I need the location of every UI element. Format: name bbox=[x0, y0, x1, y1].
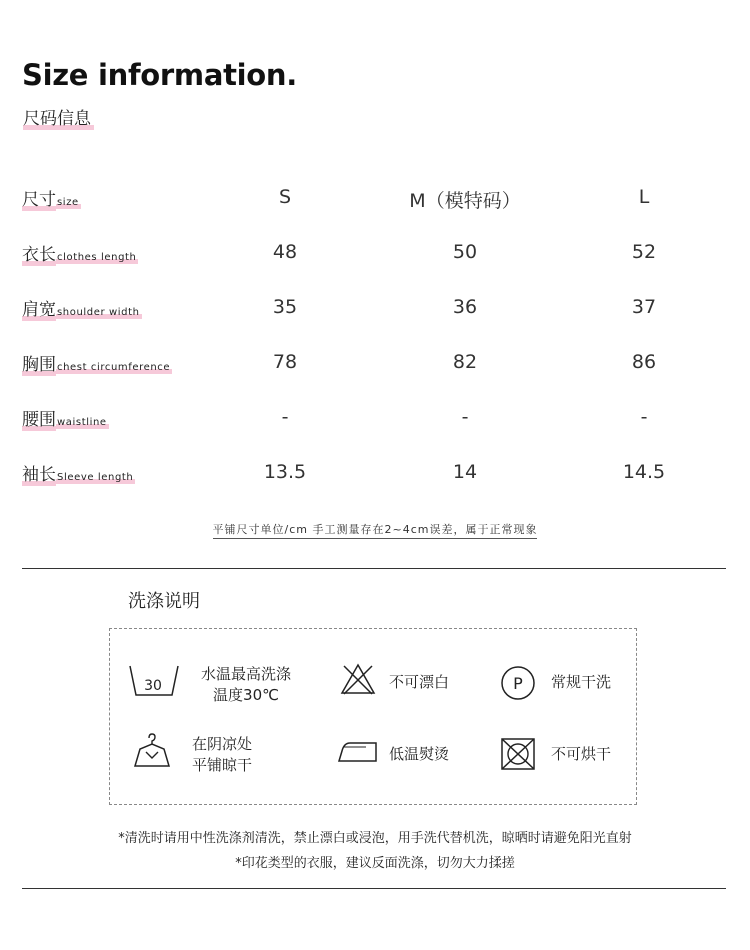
column-header-l: L bbox=[638, 186, 650, 208]
table-cell: 13.5 bbox=[263, 461, 307, 483]
size-header-zh: 尺寸 bbox=[22, 190, 56, 210]
row-label-en: chest circumference bbox=[57, 362, 171, 373]
column-header-s: S bbox=[278, 186, 292, 208]
care-item-wash-temp bbox=[191, 664, 301, 706]
row-label-zh: 腰围 bbox=[22, 410, 56, 430]
table-cell: - bbox=[461, 406, 469, 428]
row-label-en: Sleeve length bbox=[57, 472, 134, 483]
table-cell: - bbox=[640, 406, 648, 428]
no-tumble-dry-icon bbox=[499, 737, 537, 771]
table-cell: 52 bbox=[631, 241, 657, 263]
care-instructions-box bbox=[109, 628, 637, 805]
wash-title: 洗涤说明 bbox=[128, 591, 200, 612]
care-item-shade-dry bbox=[192, 734, 252, 776]
size-header-label bbox=[22, 185, 81, 210]
care-item-dry-clean: 常规干洗 bbox=[551, 673, 612, 691]
row-label-zh: 衣长 bbox=[22, 245, 56, 265]
table-cell: 14 bbox=[452, 461, 478, 483]
footnote-line: *印花类型的衣服，建议反面洗涤，切勿大力揉搓 bbox=[235, 856, 515, 871]
table-cell: 37 bbox=[631, 296, 657, 318]
table-cell: 48 bbox=[272, 241, 298, 263]
table-cell: 82 bbox=[452, 351, 478, 373]
care-item-no-tumble-dry: 不可烘干 bbox=[551, 745, 612, 763]
table-cell: 35 bbox=[272, 296, 298, 318]
size-header-en: size bbox=[57, 197, 79, 208]
low-iron-icon bbox=[336, 737, 378, 765]
table-cell: 78 bbox=[272, 351, 298, 373]
column-header-m: M（模特码） bbox=[409, 190, 521, 212]
care-text-line: 在阴凉处 bbox=[192, 735, 253, 753]
row-label-sleeve-length bbox=[22, 460, 135, 485]
row-label-zh: 袖长 bbox=[22, 465, 56, 485]
measurement-note bbox=[0, 521, 750, 537]
wash-30-icon-text: 30 bbox=[144, 678, 162, 694]
care-text-line: 平铺晾干 bbox=[192, 756, 253, 774]
table-cell: 14.5 bbox=[622, 461, 666, 483]
row-label-waistline bbox=[22, 405, 109, 430]
care-text-line: 温度30℃ bbox=[213, 686, 279, 704]
row-label-chest bbox=[22, 350, 172, 375]
dry-clean-p-icon bbox=[500, 665, 536, 701]
divider-top bbox=[22, 568, 726, 569]
divider-bottom bbox=[22, 888, 726, 889]
table-cell: 86 bbox=[631, 351, 657, 373]
row-label-zh: 胸围 bbox=[22, 355, 56, 375]
row-label-en: shoulder width bbox=[57, 307, 140, 318]
table-cell: - bbox=[281, 406, 289, 428]
page-subtitle: 尺码信息 bbox=[23, 104, 94, 130]
row-label-en: waistline bbox=[57, 417, 107, 428]
row-label-shoulder-width bbox=[22, 295, 142, 320]
row-label-clothes-length bbox=[22, 240, 138, 265]
table-cell: 36 bbox=[452, 296, 478, 318]
shade-dry-flat-icon bbox=[132, 732, 172, 770]
footnote-line: *清洗时请用中性洗涤剂清洗，禁止漂白或浸泡，用手洗代替机洗，晾晒时请避免阳光直射 bbox=[118, 831, 632, 846]
table-cell: 50 bbox=[452, 241, 478, 263]
care-item-no-bleach: 不可漂白 bbox=[389, 673, 450, 691]
wash-30-icon bbox=[128, 664, 180, 698]
care-item-low-iron: 低温熨烫 bbox=[389, 745, 450, 763]
no-bleach-icon bbox=[340, 663, 376, 695]
page-title: Size information. bbox=[22, 58, 297, 92]
care-text-line: 水温最高洗涤 bbox=[200, 665, 291, 683]
dry-clean-p-icon-text: P bbox=[513, 674, 523, 693]
row-label-zh: 肩宽 bbox=[22, 300, 56, 320]
row-label-en: clothes length bbox=[57, 252, 137, 263]
measurement-note-text: 平铺尺寸单位/cm 手工测量存在2~4cm误差，属于正常现象 bbox=[213, 523, 538, 539]
